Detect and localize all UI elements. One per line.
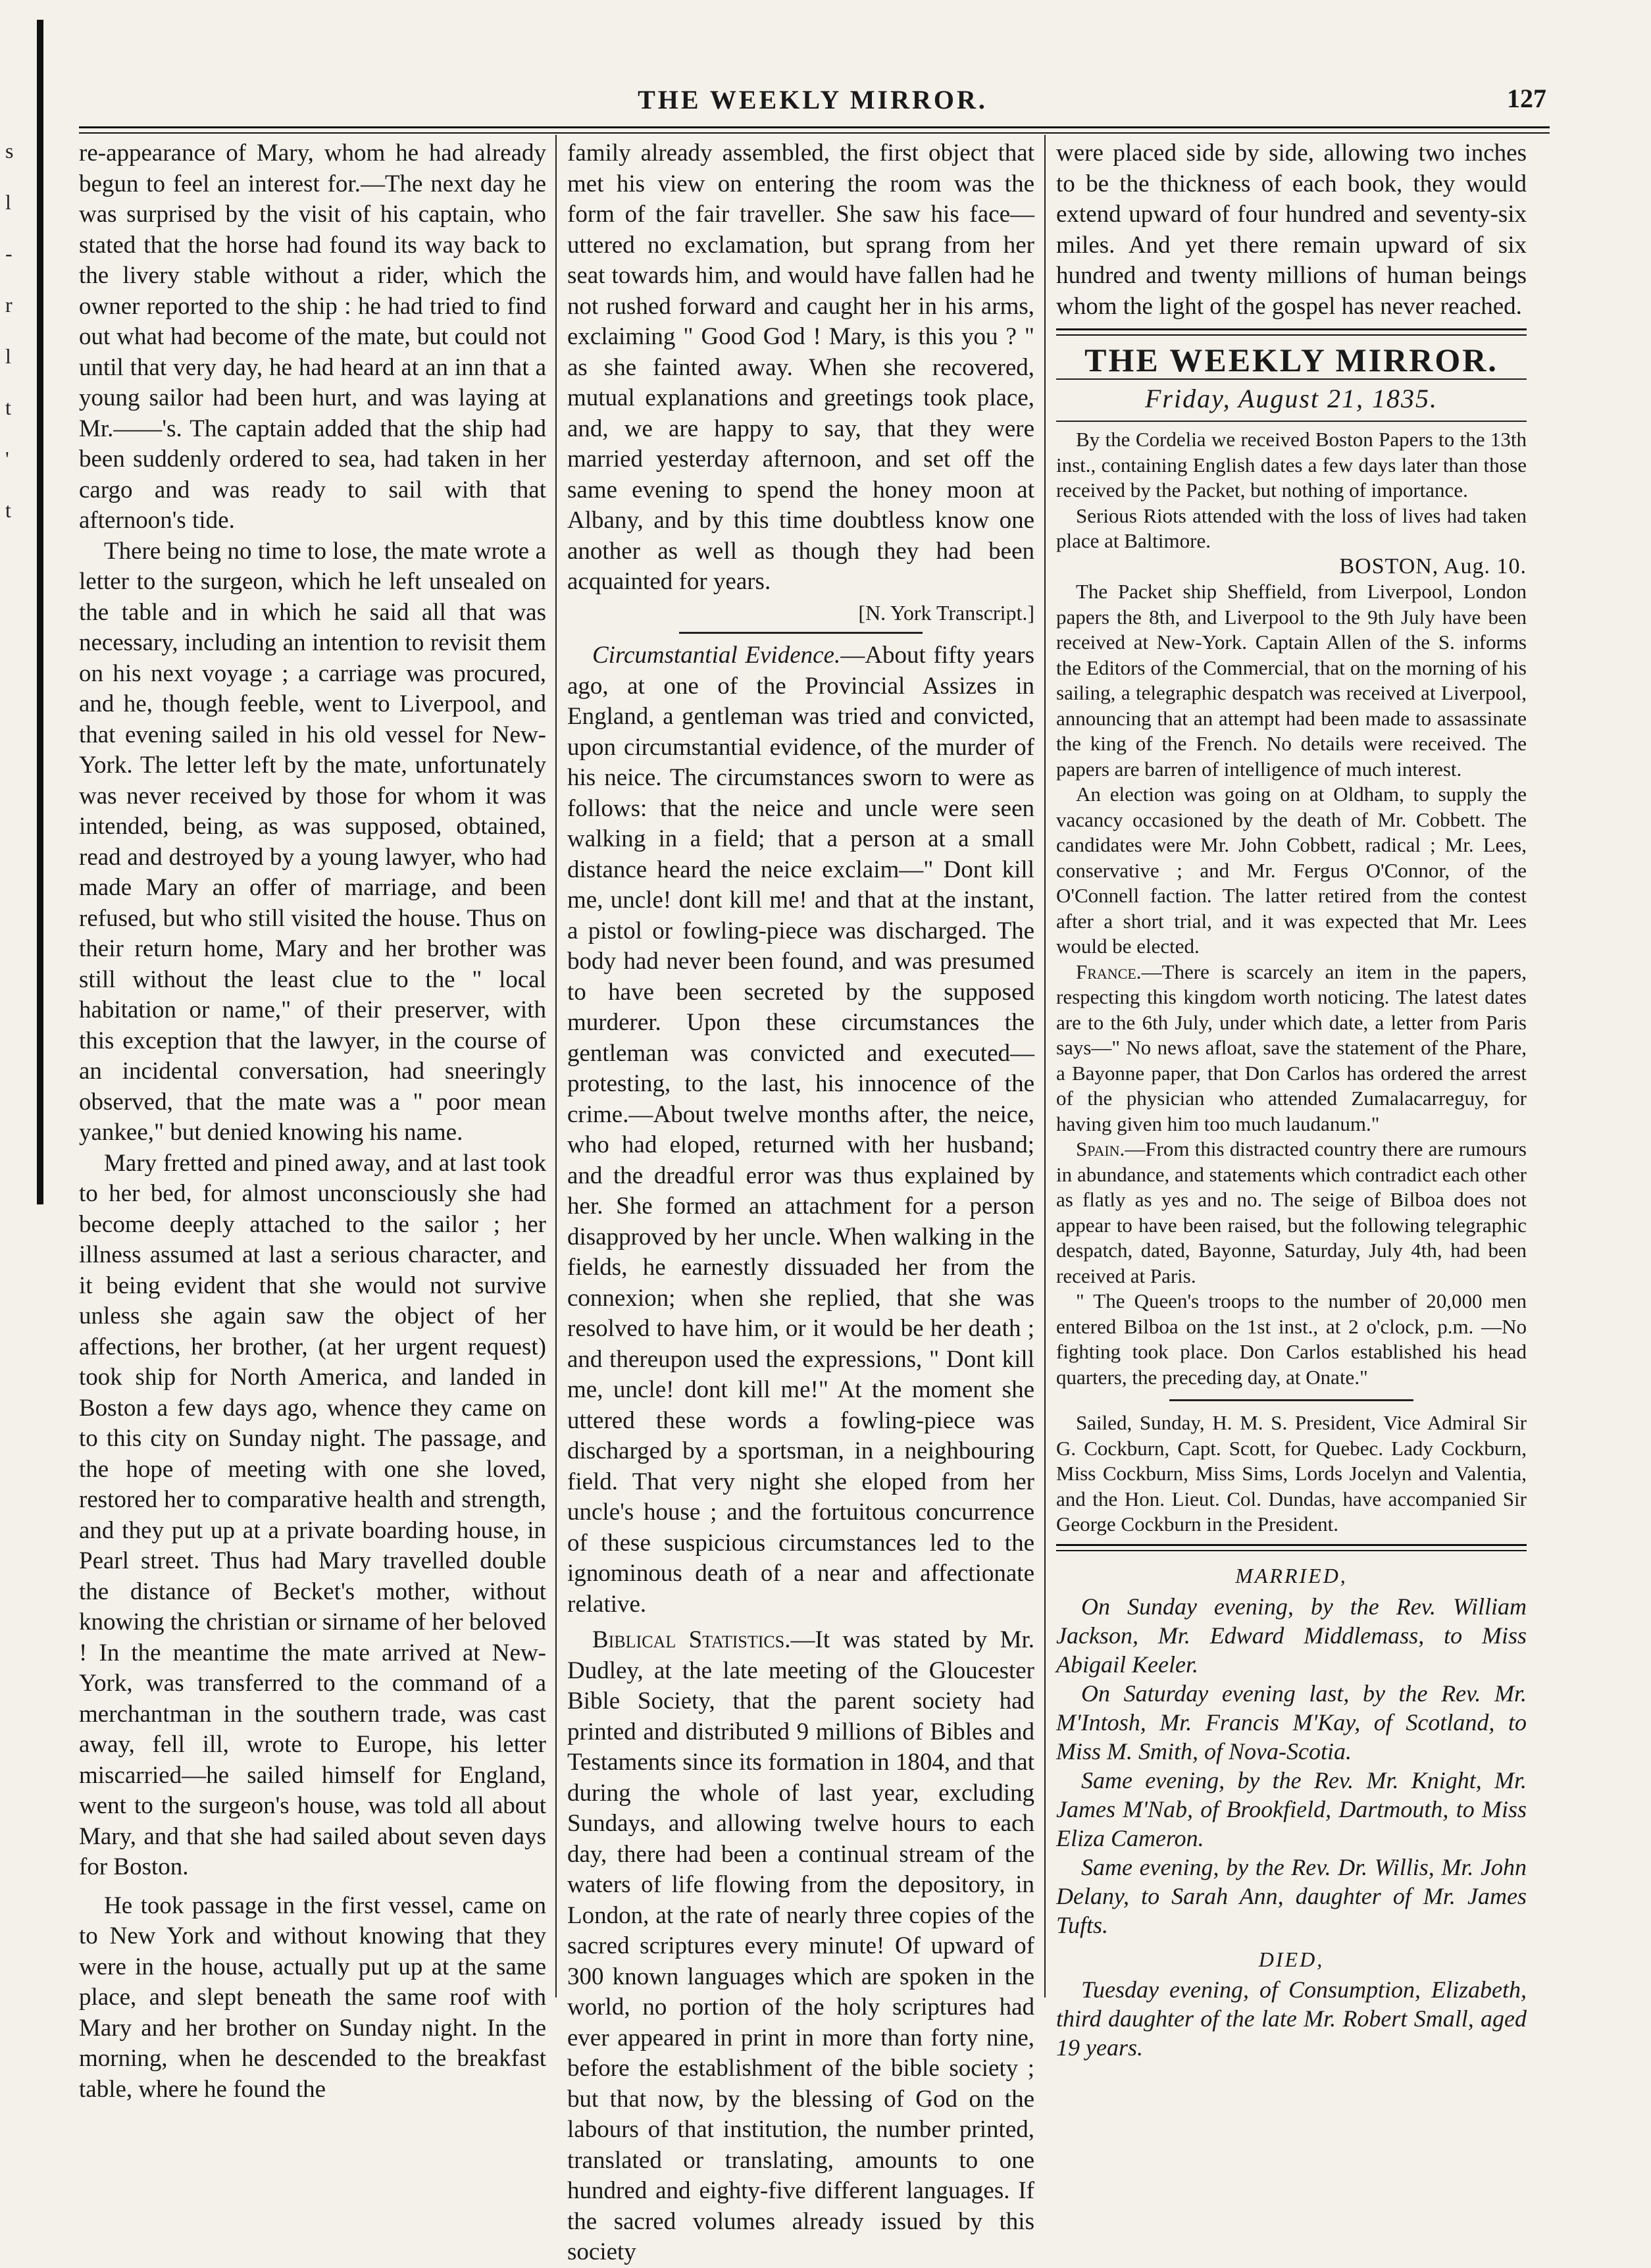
news-item: Sailed, Sunday, H. M. S. President, Vice Admiral Sir G. Cockburn, Capt. Scott, for Quebec. Lady Cockburn, Miss Cockburn, Miss Sims, Lords Jocelyn and Valentia, and the Hon. Lieut. Col. Dundas, have accompanied Sir George Cockburn in the President. [1056, 1411, 1527, 1535]
news-item: By the Cordelia we received Boston Papers to the 13th inst., containing English dates a few days later than those received by the Packet, but nothing of importance. [1056, 428, 1527, 502]
article-circumstantial-evidence [567, 640, 1034, 1620]
margin-mark: t [5, 498, 11, 522]
column-rule [555, 135, 557, 1997]
married-heading: MARRIED, [1235, 1563, 1348, 1587]
margin-mark: l [5, 344, 11, 368]
story-paragraph: were placed side by side, allowing two inches to be the thickness of each book, they would extend upward of four hundred and seventy-six miles. And yet there remain upward of six hundred and twenty millions of human beings whom the light of the gospel has never reached. [1056, 140, 1527, 320]
column-1 [79, 138, 546, 2103]
section-divider [1056, 421, 1527, 422]
section-divider [1056, 1544, 1527, 1551]
story-paragraph: There being no time to lose, the mate wrote a letter to the surgeon, which he left unsealed on the table and in which he said all that was necessary, including an intention to revisit them on his next voyage ; a carriage was procured, and he, though feeble, went to Liverpool, and that evening sailed in his old vessel for New-York. The letter left by the mate, unfortunately was never received by those for whom it was intended, being, as was supposed, obtained, read and destroyed by a young lawyer, who had made Mary an offer of marriage, and been refused, but who still visited the house. Thus on their return home, Mary and her brother was still without the least clue to the " local habitation or name," of their preserver, with this exception that the lawyer, in the course of an incidental conversation, had sneeringly observed, that the mate was a " poor mean yankee," but denied knowing his name. [79, 537, 546, 1146]
news-label: France. [1076, 960, 1142, 983]
news-item: Serious Riots attended with the loss of lives had taken place at Baltimore. [1056, 503, 1527, 552]
news-item: The Packet ship Sheffield, from Liverpool, London papers the 8th, and Liverpool to the 9th July have been received at New-York. Captain Allen of the S. informs the Editors of the Commercial, that on the morning of his sailing, a telegraphic despatch was received at Liverpool, announcing that an attempt had been made to assassinate the king of the French. No details were received. The papers are barren of intelligence of much interest. [1056, 580, 1527, 781]
news-body: —From this distracted country there are rumours in abundance, and statements which contradict each other as flatly as yes and no. The seige of Bilboa does not appear to have been raised, but the following telegraphic despatch, dated, Bayonne, Saturday, July 4th, had been received at Paris. [1056, 1137, 1527, 1287]
death-notice: Tuesday evening, of Consumption, Elizabeth, third daughter of the late Mr. Robert Small, aged 19 years. [1056, 1976, 1527, 2061]
margin-mark: ' [5, 447, 9, 471]
column-2 [567, 138, 1034, 2265]
page-header [79, 78, 1546, 124]
section-divider [679, 632, 922, 634]
margin-mark: - [5, 242, 13, 265]
story-paragraph: re-appearance of Mary, whom he had already begun to feel an interest for.—The next day he was surprised by the visit of his captain, who stated that the horse had found its way back to the livery stable without a rider, which the owner reported to the ship : he had tried to find out what had become of the mate, but could not until that very day, he had heard at an inn that a young sailor had been hurt, and was laying at Mr.——'s. The captain added that the ship had been suddenly ordered to sea, had taken in her cargo and was ready to sail with that afternoon's tide. [79, 140, 546, 534]
article-body: —About fifty years ago, at one of the Provincial Assizes in England, a gentleman was tried and convicted, upon circumstantial evidence, of the murder of his neice. The circumstances sworn to were as follows: that the neice and uncle were seen walking in a field; that a person at a small distance heard the neice exclaim—" Dont kill me, uncle! dont kill me! and that at the instant, a pistol or fowling-piece was discharged. The body had never been found, and was presumed to have been secreted by the supposed murderer. Upon these circumstances the gentleman was convicted and executed—protesting, to the last, his innocence of the crime.—About twelve months after, the neice, who had eloped, returned with her husband; and the dreadful error was thus explained by her. She formed an attachment for a person disapproved by her uncle. When walking in the fields, he earnestly dissuaded her from the connexion; when she replied, that she was resolved to have him, or it would be her death ; and thereupon used the expressions, " Dont kill me, uncle! dont kill me!" At the moment she uttered these words a fowling-piece was discharged by a sportsman, in a neighbouring field. That very night she eloped from her uncle's house ; and the fortuitous concurrence of these suspicious circumstances led to the ignominous death of a near and affectionate relative. [567, 642, 1034, 1618]
article-title: Biblical Statistics. [592, 1626, 791, 1653]
died-heading: DIED, [1258, 1947, 1325, 1971]
page-number: 127 [1507, 84, 1546, 113]
running-title: THE WEEKLY MIRROR. [638, 85, 988, 115]
news-item: " The Queen's troops to the number of 20,000 men entered Bilboa on the 1st inst., at 2 o'clock, p.m. —No fighting took place. Don Carlos established his head quarters, the preceding day, at Onate." [1056, 1289, 1527, 1389]
news-item-france [1056, 960, 1527, 1137]
news-label: Spain. [1076, 1137, 1125, 1160]
news-item: An election was going on at Oldham, to supply the vacancy occasioned by the death of Mr. Cobbett. The candidates were Mr. John Cobbett, radical ; Mr. Lees, conservative ; and Mr. Fergus O'Connor, of the O'Connell faction. The latter retired from the contest after a short trial, and it was expected that Mr. Lees would be elected. [1056, 783, 1527, 958]
article-biblical-statistics [567, 1625, 1034, 2268]
marriage-notice: On Saturday evening last, by the Rev. Mr. M'Intosh, Mr. Francis M'Kay, of Scotland, to Miss M. Smith, of Nova-Scotia. [1056, 1680, 1527, 1765]
header-rule [79, 126, 1550, 134]
margin-marks [5, 125, 25, 536]
article-body: —It was stated by Mr. Dudley, at the late meeting of the Gloucester Bible Society, that the parent society had printed and distributed 9 millions of Bibles and Testaments since its formation in 1804, and that during the whole of last year, excluding Sundays, and allowing twelve hours to each day, there had been a continual stream of the waters of life flowing from the depository, in London, at the rate of nearly three copies of the sacred scriptures every minute! Of upward of 300 known languages which are spoken in the world, no portion of the holy scriptures had ever appeared in print in more than forty nine, before the establishment of the bible society ; but that now, by the blessing of God on the labours of that institution, the number printed, translated or translating, amounts to one hundred and eighty-five different languages. If the sacred volumes already issued by this society [567, 1626, 1034, 2265]
notices [1056, 1592, 1527, 2062]
dateline: BOSTON, Aug. 10. [1339, 554, 1527, 579]
column-rule [1044, 135, 1046, 1997]
news-item-spain [1056, 1137, 1527, 1289]
margin-mark: r [5, 293, 13, 317]
margin-mark: s [5, 139, 14, 163]
source-credit: [N. York Transcript.] [858, 600, 1034, 625]
marriage-notice: Same evening, by the Rev. Dr. Willis, Mr. John Delany, to Sarah Ann, daughter of Mr. James Tufts. [1056, 1854, 1527, 1938]
news-section [1056, 427, 1527, 1537]
margin-mark: l [5, 190, 11, 214]
binding-edge [37, 20, 43, 1204]
editorial-date: Friday, August 21, 1835. [1144, 383, 1438, 413]
marriage-notice: Same evening, by the Rev. Mr. Knight, Mr. James M'Nab, of Brookfield, Dartmouth, to Miss Eliza Cameron. [1056, 1767, 1527, 1851]
column-3 [1056, 138, 1527, 2061]
story-paragraph: Mary fretted and pined away, and at last took to her bed, for almost unconsciously she had become deeply attached to the sailor ; her illness assumed at last a serious character, and it being evident that she would not survive unless she again saw the object of her affections, her brother, (at her urgent request) took ship for North America, and landed in Boston a few days ago, whence they came on to this city on Sunday night. The passage, and the hope of meeting with one she loved, restored her to comparative health and strength, and they put up at a private boarding house, in Pearl street. Thus had Mary travelled double the distance of Becket's mother, without knowing the christian or sirname of her beloved ! In the meantime the mate arrived at New-York, was transferred to the command of a merchantman in the southern trade, was cast away, fell ill, wrote to Europe, his letter miscarried—he sailed himself for England, went to the surgeon's house, was told all about Mary, and that she had sailed about seven days for Boston. [79, 1149, 546, 1880]
story-paragraph: He took passage in the first vessel, came on to New York and without knowing that they were in the house, actually put up at the same place, and slept beneath the same roof with Mary and her brother on Sunday night. In the morning, when he descended to the breakfast table, where he found the [79, 1892, 546, 2103]
article-title: Circumstantial Evidence. [592, 642, 841, 669]
story-paragraph: family already assembled, the first object that met his view on entering the room was the form of the fair traveller. She saw his face—uttered no exclamation, but sprang from her seat towards him, and would have fallen had he not rushed forward and caught her in his arms, exclaiming " Good God ! Mary, is this you ? " as she fainted away. When she recovered, mutual explanations and greetings took place, and, we are happy to say, that they were married yesterday afternoon, and set off the same evening to spend the honey moon at Albany, and by this time doubtless know one another as well as though they had been acquainted for years. [567, 140, 1034, 595]
section-divider [1056, 328, 1527, 336]
editorial-heading: THE WEEKLY MIRROR. [1084, 342, 1498, 378]
margin-mark: t [5, 396, 11, 419]
news-body: —There is scarcely an item in the papers, respecting this kingdom worth noticing. The latest dates are to the 6th July, under which date, a letter from Paris says—" No news afloat, save the statement of the Phare, a Bayonne paper, that Don Carlos has ordered the arrest of the physician who attended Zumalacarreguy, for having given him too much laudanum." [1056, 960, 1527, 1135]
marriage-notice: On Sunday evening, by the Rev. William Jackson, Mr. Edward Middlemass, to Miss Abigail Keeler. [1056, 1593, 1527, 1678]
section-divider [1169, 1399, 1414, 1401]
